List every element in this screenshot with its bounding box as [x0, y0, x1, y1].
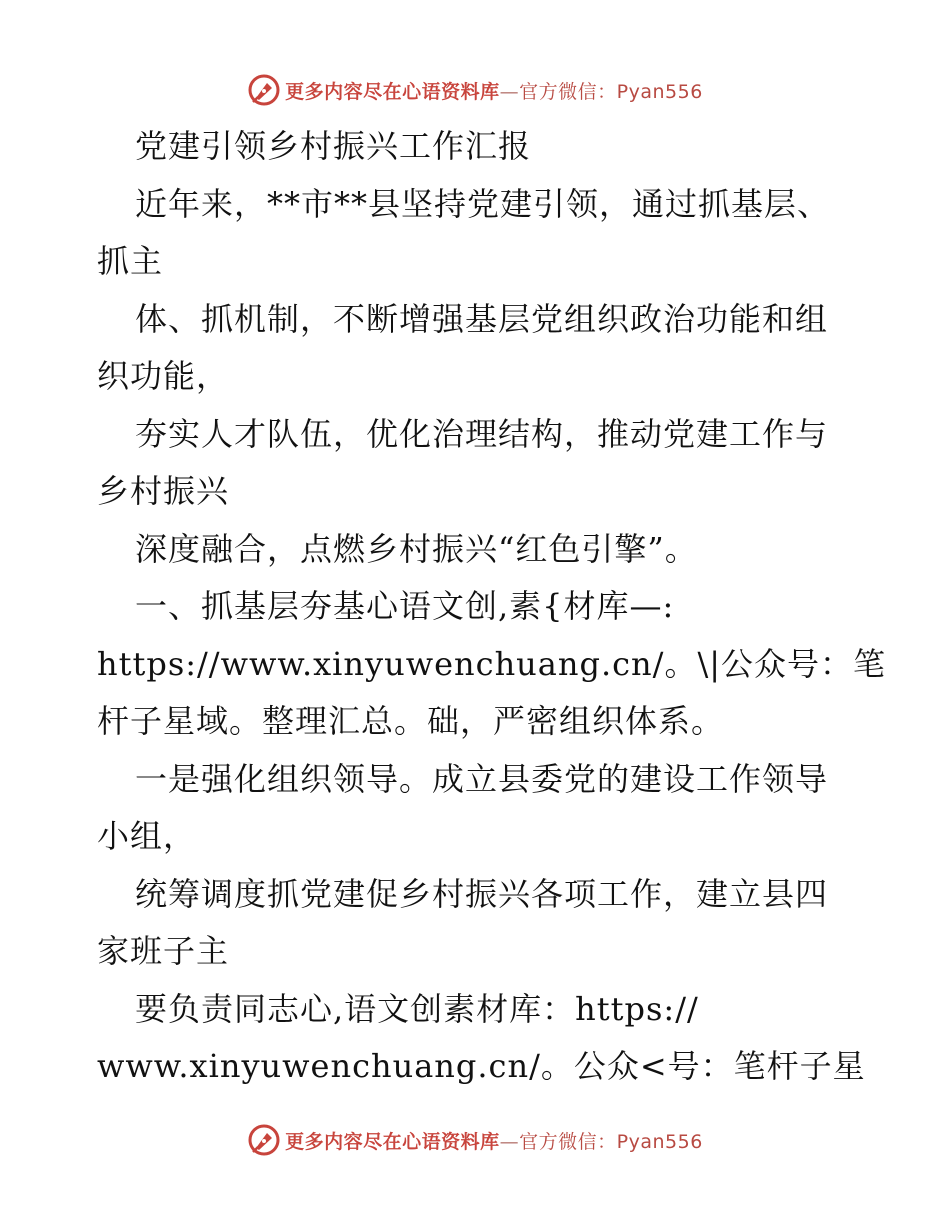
banner-wechat-text: 官方微信：Pyan556 [519, 1130, 703, 1153]
pen-nib-logo-icon [247, 1123, 281, 1157]
text-line: 近年来，**市**县坚持党建引领，通过抓基层、 [135, 184, 831, 223]
text-line: 乡村振兴 [97, 472, 230, 510]
text-line: 杆子星域。整理汇总。础，严密组织体系。 [97, 702, 725, 740]
banner-dash: — [499, 1130, 520, 1153]
document-title: 党建引领乡村振兴工作汇报 [135, 127, 532, 165]
pen-nib-logo-icon [247, 73, 281, 107]
text-line: 体、抓机制，不断增强基层党组织政治功能和组 [135, 299, 829, 338]
header-watermark-banner [0, 70, 950, 110]
text-line: https://www.xinyuwenchuang.cn/。\|公众号：笔 [97, 644, 887, 683]
text-line: 抓主 [97, 242, 164, 280]
text-line: 夯实人才队伍，优化治理结构，推动党建工作与 [135, 414, 829, 453]
banner-dash: — [499, 80, 520, 103]
text-line: www.xinyuwenchuang.cn/。公众<号：笔杆子星 [97, 1047, 866, 1085]
section-heading: 一、抓基层夯基心语文创,素{材库—: [135, 587, 675, 625]
text-line: 家班子主 [97, 932, 230, 970]
footer-watermark-banner [0, 1120, 950, 1160]
text-line: 织功能， [97, 357, 230, 395]
banner-wechat-text: 官方微信：Pyan556 [519, 80, 703, 103]
banner-main-text: 更多内容尽在心语资料库 [285, 80, 500, 103]
document-body [97, 118, 887, 1096]
text-line: 一是强化组织领导。成立县委党的建设工作领导 [135, 759, 829, 798]
text-line: 深度融合，点燃乡村振兴“红色引擎”。 [135, 529, 698, 568]
text-line: 统筹调度抓党建促乡村振兴各项工作，建立县四 [135, 874, 829, 913]
text-line: 小组， [97, 817, 197, 855]
text-line: 要负责同志心,语文创素材库：https:// [135, 989, 699, 1028]
banner-main-text: 更多内容尽在心语资料库 [285, 1130, 500, 1153]
